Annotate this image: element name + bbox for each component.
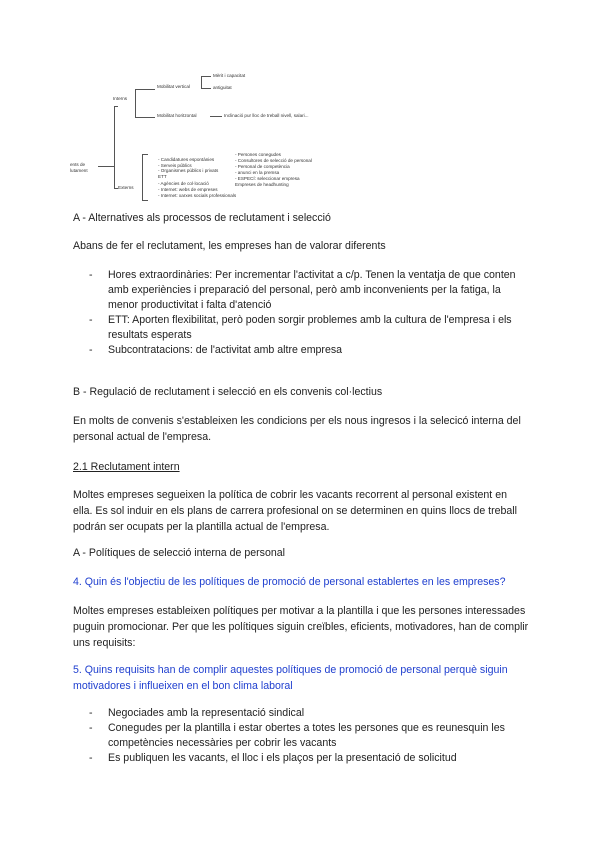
question-4: 4. Quin és l'objectiu de les polítiques de promoció de personal establertes en les empreses? <box>73 576 506 588</box>
diagram-line <box>114 106 115 188</box>
diagram-list-right-4: - ESPECÍ: seleccionar empresa <box>235 176 300 181</box>
list-item: - Hores extraordinàries: Per incrementar l'activitat a c/p. Tenen la ventatja de que conten amb experiències i preparació del personal, però amb inconvenients per la fatiga, la menor productivitat i falta d'atenció <box>73 268 533 313</box>
section-a-title: A - Alternatives als processos de reclutament i selecció <box>73 212 331 224</box>
intro-text: Abans de fer el reclutament, les empreses han de valorar diferents <box>73 240 386 252</box>
diagram-line <box>142 154 143 200</box>
diagram-arrow <box>210 116 222 117</box>
diagram-line <box>135 117 155 118</box>
list-item: - Subcontratacions: de l'activitat amb altre empresa <box>73 343 533 358</box>
diagram-merit: Mèrit i capacitat <box>213 73 246 78</box>
diagram-line <box>201 88 211 89</box>
diagram-line <box>142 154 148 155</box>
diagram-list-right-3: - anunci en la premsa <box>235 170 280 175</box>
diagram-line <box>201 76 211 77</box>
diagram-list-right-0: - Persones conegudes <box>235 152 281 157</box>
diagram-antiguitat: antiguitat <box>213 85 232 90</box>
policies-title: A - Polítiques de selecció interna de personal <box>73 547 286 559</box>
diagram-line <box>142 200 148 201</box>
diagram-line <box>201 76 202 88</box>
list-item: - Es publiquen les vacants, el lloc i els plaços per la presentació de solicitud <box>73 751 533 766</box>
diagram-vertical: Mobilitat vertical <box>157 84 190 89</box>
section-b-title: B - Regulació de reclutament i selecció en els convenis col·lectius <box>73 386 383 398</box>
diagram-list-right-1: - Consultores de selecció de personal <box>235 158 312 163</box>
subsection-text: Moltes empreses segueixen la política de cobrir les vacants recorrent al personal existent en ella. Es sol induir en els plans de carrera profesional on se determinen en quins llocs de treball podrán ser ocupats per la plantilla actual de l'empresa. <box>73 489 518 533</box>
diagram-list-left-6: - Internet: xarxes socials professionals <box>158 193 237 198</box>
list-item: - ETT: Aporten flexibilitat, però poden sorgir problemes amb la cultura de l'empresa i els resultats esperats <box>73 313 533 343</box>
list-item: - Conegudes per la plantilla i estar obertes a totes les persones que es reunesquin les competències necessàries per cobrir les vacants <box>73 721 533 751</box>
diagram-line <box>135 89 136 117</box>
subsection-title: 2.1 Reclutament intern <box>73 461 180 473</box>
diagram-externs: Externs <box>118 185 134 190</box>
diagram-list-right-5: Empreses de headhunting <box>235 182 289 187</box>
diagram-left-label-2: lutament <box>70 168 88 173</box>
requirements-list <box>73 706 533 766</box>
diagram-line <box>114 106 118 107</box>
answer-4: Moltes empreses estableixen polítiques per motivar a la plantilla i que les persones interessades puguin promocionar. Per que les polítiques siguin creïbles, eficients, motivadores, han de complir uns requisits: <box>73 605 529 649</box>
diagram-horitz-desc: Inclinació pur lloc de treball nivell, salari... <box>224 113 309 118</box>
diagram-list-left-3: ETT <box>158 173 167 179</box>
section-b-text: En molts de convenis s'estableixen les condicions per els nous ingresos i la selecicó interna del personal actual de l'empresa. <box>73 415 521 443</box>
diagram-list-left-0: - Candidatures espontànies <box>158 157 215 162</box>
diagram-list-left-4: - Agències de col·locació <box>158 181 209 186</box>
diagram-list-left-2: - Organismes públics i privats <box>158 168 219 173</box>
diagram-interns: Interns <box>113 96 128 101</box>
list-item: - Negociades amb la representació sindical <box>73 706 533 721</box>
diagram-list-right-2: - Personal de competència <box>235 164 290 169</box>
diagram-horitzontal: Mobilitat horitzontal <box>157 113 197 118</box>
diagram-line <box>135 89 155 90</box>
diagram-left-label-1: ents de <box>70 162 86 167</box>
diagram-line <box>98 166 114 167</box>
diagram-list-left-5: - Internet: webs de empreses <box>158 187 218 192</box>
alternatives-list <box>73 268 533 358</box>
question-5: 5. Quins requisits han de complir aquestes polítiques de promoció de personal perquè siguin motivadores i influeixen en el bon clima laboral <box>73 664 508 692</box>
recruitment-diagram <box>70 62 370 207</box>
diagram-list-left-1: - Serveis públics <box>158 162 192 168</box>
